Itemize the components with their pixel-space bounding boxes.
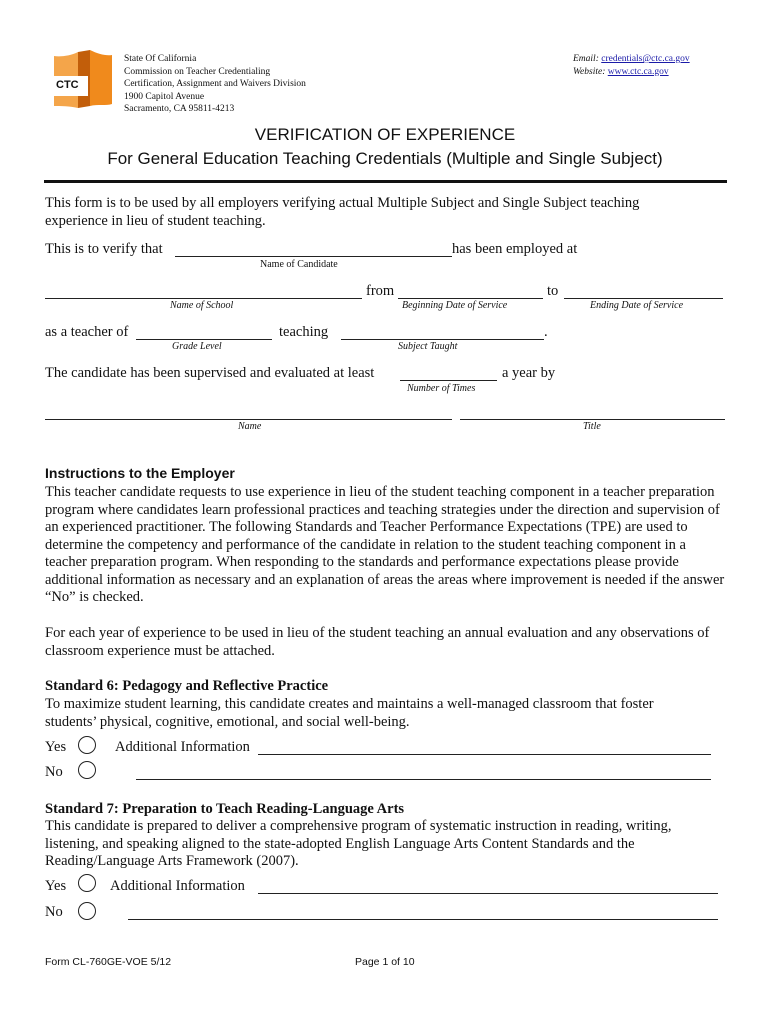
subject-caption: Subject Taught [398,341,458,352]
form-id: Form CL-760GE-VOE 5/12 [45,956,172,968]
supervised-prefix: The candidate has been supervised and evaluated at least [45,365,375,381]
candidate-name-field[interactable] [175,242,452,257]
standard-6-yes-radio[interactable] [78,736,96,754]
candidate-caption: Name of Candidate [260,259,338,270]
title-caption: Title [583,421,601,432]
times-field[interactable] [400,366,497,381]
page-title: VERIFICATION OF EXPERIENCE [254,125,516,144]
supervised-suffix: a year by [502,365,556,381]
standard-6-additional-field-1[interactable] [258,740,711,755]
standard-7-no-label: No [45,904,63,920]
school-name-field[interactable] [45,284,362,299]
agency-line: Sacramento, CA 95811-4213 [124,104,235,115]
grade-level-field[interactable] [136,325,272,340]
grade-caption: Grade Level [172,341,222,352]
logo-text: CTC [56,79,79,91]
begin-caption: Beginning Date of Service [402,300,508,311]
standard-7-yes-radio[interactable] [78,874,96,892]
end-date-field[interactable] [564,284,723,299]
instructions-body: This teacher candidate requests to use experience in lieu of the student teaching component in a teacher preparation program where candidates learn professional practices and teaching strategies under the direction and supervision of an experienced practitioner. The following Standards and Teacher Performance Expectations (TPE) are used to determine the competency and performance of the candidate in relation to the student teaching component in a teacher preparation program. When responding to the standards and performance expectations please provide additional information as necessary and an explanation of areas the areas where improvement is needed if the answer “No” is checked. [45,484,725,605]
title-divider [44,180,727,183]
to-word: to [547,283,559,299]
from-word: from [366,283,395,299]
standard-6-additional-label: Additional Information [115,739,250,755]
agency-line: State Of California [124,54,197,64]
page-subtitle: For General Education Teaching Credentials (Multiple and Single Subject) [107,149,663,168]
standard-7-additional-field-1[interactable] [258,879,718,894]
agency-line: 1900 Capitol Avenue [124,91,205,102]
standard-6-additional-field-2[interactable] [136,765,711,780]
verify-suffix: has been employed at [452,241,578,257]
standard-7-additional-field-2[interactable] [128,905,718,920]
standard-6-heading: Standard 6: Pedagogy and Reflective Practice [45,678,329,694]
email-label: Email: [573,54,599,64]
subject-field[interactable] [341,325,544,340]
school-caption: Name of School [170,300,234,311]
standard-7-body: This candidate is prepared to deliver a comprehensive program of systematic instruction in reading, writing, listening, and speaking aligned to the state-adopted English Language Arts Content Standards and the Reading/Language Arts Framework (2007). [45,818,672,869]
times-caption: Number of Times [407,383,476,394]
name-caption: Name [238,421,262,432]
teacher-prefix: as a teacher of [45,324,129,340]
agency-line: Commission on Teacher Credentialing [124,66,271,77]
standard-6-no-label: No [45,764,63,780]
supervisor-title-field[interactable] [460,405,725,420]
instructions-heading: Instructions to the Employer [45,465,235,481]
website-link[interactable]: www.ctc.ca.gov [607,66,669,77]
standard-6-body: To maximize student learning, this candidate creates and maintains a well-managed classroom that foster students’ physical, cognitive, emotional, and social well-being. [45,696,654,730]
verify-prefix: This is to verify that [45,241,163,257]
agency-line: Certification, Assignment and Waivers Division [124,79,306,90]
end-caption: Ending Date of Service [590,300,684,311]
page-number: Page 1 of 10 [355,956,415,968]
agency-address [124,53,306,116]
email-link[interactable]: credentials@ctc.ca.gov [601,54,690,64]
annual-note: For each year of experience to be used in lieu of the student teaching an annual evaluation and any observations of classroom experience must be attached. [45,625,710,659]
standard-6-no-radio[interactable] [78,761,96,779]
standard-6-yes-label: Yes [45,739,67,755]
standard-7-no-radio[interactable] [78,902,96,920]
standard-7-heading: Standard 7: Preparation to Teach Reading-Language Arts [45,801,405,817]
website-label: Website: [573,66,606,77]
contact-info [573,53,690,78]
standard-7-yes-label: Yes [45,878,67,894]
teaching-word: teaching [279,324,329,340]
standard-7-additional-label: Additional Information [110,878,245,894]
supervisor-name-field[interactable] [45,405,452,420]
begin-date-field[interactable] [398,284,543,299]
period: . [544,324,548,340]
purpose-text: This form is to be used by all employers verifying actual Multiple Subject and Single Subject teaching experience in lieu of student teaching. [45,195,640,229]
ctc-logo [50,46,116,112]
